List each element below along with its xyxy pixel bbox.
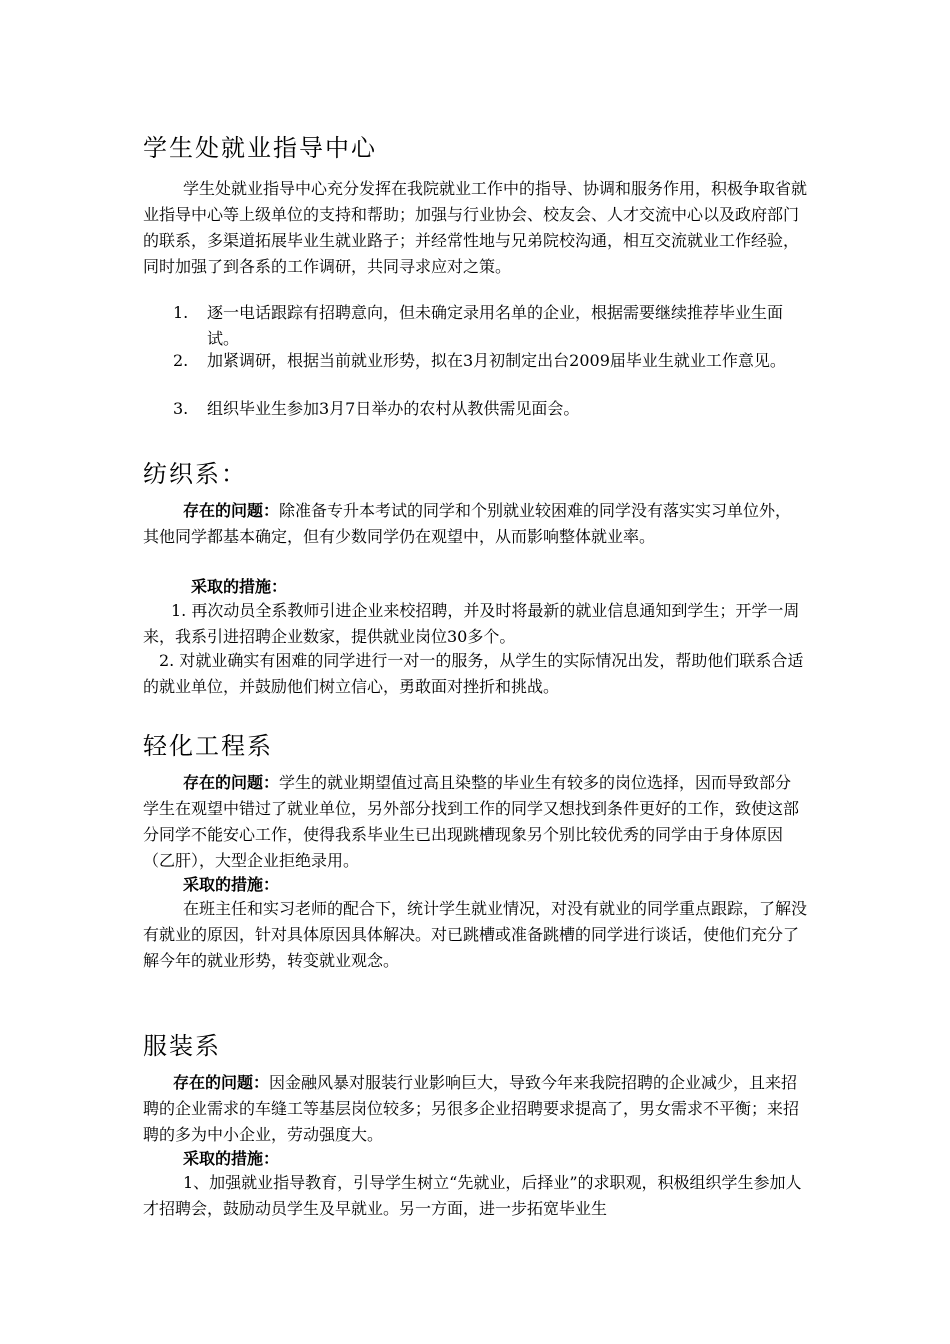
paragraph: 2. 对就业确实有困难的同学进行一对一的服务，从学生的实际情况出发，帮助他们联系合适的就业单位，并鼓励他们树立信心，勇敢面对挫折和挑战。 [143, 651, 804, 696]
list-text: 加紧调研，根据当前就业形势，拟在3月初制定出台2009届毕业生就业工作意见。 [207, 351, 786, 370]
measures-label: 采取的措施： [183, 1149, 280, 1168]
paragraph: 学生处就业指导中心充分发挥在我院就业工作中的指导、协调和服务作用，积极争取省就业指导中心等上级单位的支持和帮助；加强与行业协会、校友会、人才交流中心以及政府部门的联系，多渠道拓展毕业生就业路子；并经常性地与兄弟院校沟通，相互交流就业工作经验，同时加强了到各系的工作调研，共同寻求应对之策。 [143, 179, 808, 276]
list-text: 组织毕业生参加3月7日举办的农村从教供需见面会。 [207, 399, 580, 418]
problem-text: 学生的就业期望值过高且染整的毕业生有较多的岗位选择，因而导致部分学生在观望中错过了就业单位，另外部分找到工作的同学又想找到条件更好的工作，致使这部分同学不能安心工作，使得我系毕业生已出现跳槽现象另个别比较优秀的同学由于身体原因（乙肝），大型企业拒绝录用。 [143, 773, 800, 870]
list-number: 1. [173, 303, 189, 322]
problem-label: 存在的问题： [183, 501, 280, 520]
list-number: 2. [173, 351, 189, 370]
paragraph: 在班主任和实习老师的配合下，统计学生就业情况，对没有就业的同学重点跟踪，了解没有就业的原因，针对具体原因具体解决。对已跳槽或准备跳槽的同学进行谈话，使他们充分了解今年的就业形势，转变就业观念。 [143, 899, 808, 970]
problem-text: 因金融风暴对服装行业影响巨大，导致今年来我院招聘的企业减少，且来招聘的企业需求的车缝工等基层岗位较多；另很多企业招聘要求提高了，男女需求不平衡；来招聘的多为中小企业，劳动强度大。 [143, 1073, 800, 1144]
paragraph [143, 498, 807, 550]
list-text: 逐一电话跟踪有招聘意向，但未确定录用名单的企业，根据需要继续推荐毕业生面试。 [207, 303, 784, 348]
measures-heading [143, 872, 807, 898]
paragraph [143, 770, 807, 874]
section-title: 服装系 [143, 1032, 221, 1060]
paragraph [143, 1070, 807, 1148]
list-item [143, 348, 807, 374]
measures-label: 采取的措施： [191, 577, 288, 596]
paragraph: 1. 再次动员全系教师引进企业来校招聘，并及时将最新的就业信息通知到学生；开学一周来，我系引进招聘企业数家，提供就业岗位30多个。 [143, 601, 800, 646]
paragraph: 1、加强就业指导教育，引导学生树立“先就业，后择业”的求职观，积极组织学生参加人才招聘会，鼓励动员学生及早就业。另一方面，进一步拓宽毕业生 [143, 1173, 802, 1218]
measures-label: 采取的措施： [183, 875, 280, 894]
section-title: 纺织系： [143, 460, 247, 488]
problem-text: 除准备专升本考试的同学和个别就业较困难的同学没有落实实习单位外，其他同学都基本确定，但有少数同学仍在观望中，从而影响整体就业率。 [143, 501, 792, 546]
list-item [143, 396, 807, 422]
section-title: 学生处就业指导中心 [143, 134, 377, 162]
problem-label: 存在的问题： [183, 773, 280, 792]
list-item [143, 300, 807, 352]
measures-heading [143, 1146, 807, 1172]
measures-heading [143, 574, 807, 600]
problem-label: 存在的问题： [173, 1073, 270, 1092]
section-title: 轻化工程系 [143, 732, 273, 760]
list-number: 3. [173, 399, 189, 418]
